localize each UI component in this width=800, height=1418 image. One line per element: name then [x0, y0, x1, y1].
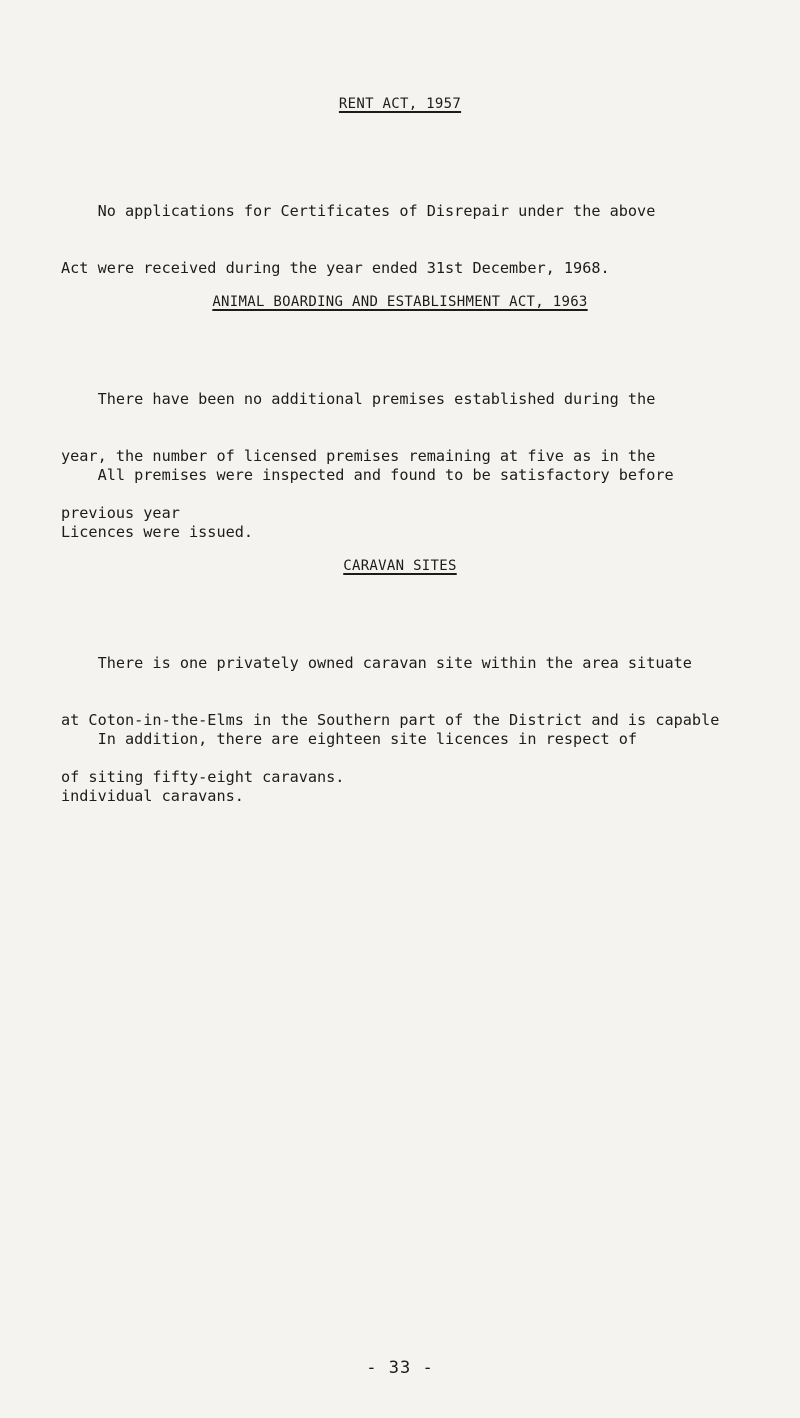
paragraph-line: at Coton-in-the-Elms in the Southern part of the District and is capable: [61, 711, 720, 729]
rent-act-heading: RENT ACT, 1957: [338, 96, 462, 112]
animal-boarding-heading: ANIMAL BOARDING AND ESTABLISHMENT ACT, 1963: [212, 294, 588, 310]
paragraph-line: year, the number of licensed premises remaining at five as in the: [61, 447, 656, 465]
paragraph-line: No applications for Certificates of Disrepair under the above: [61, 202, 656, 220]
paragraph-line: In addition, there are eighteen site licences in respect of: [61, 730, 638, 748]
paragraph-line: Act were received during the year ended 31st December, 1968.: [61, 259, 610, 277]
caravan-sites-paragraph-2: [61, 692, 781, 825]
paragraph-line: There have been no additional premises established during the: [61, 390, 656, 408]
paragraph-line: individual caravans.: [61, 787, 244, 805]
caravan-sites-heading: CARAVAN SITES: [343, 558, 457, 574]
paragraph-line: Licences were issued.: [61, 523, 254, 541]
paragraph-line: of siting fifty-eight caravans.: [61, 768, 345, 786]
paragraph-line: There is one privately owned caravan site within the area situate: [61, 654, 692, 672]
rent-act-paragraph: [61, 164, 781, 297]
page-number: - 33 -: [366, 1358, 434, 1378]
animal-boarding-paragraph-2: [61, 428, 781, 561]
paragraph-line: All premises were inspected and found to be satisfactory before: [61, 466, 674, 484]
paragraph-line: previous year: [61, 504, 180, 522]
